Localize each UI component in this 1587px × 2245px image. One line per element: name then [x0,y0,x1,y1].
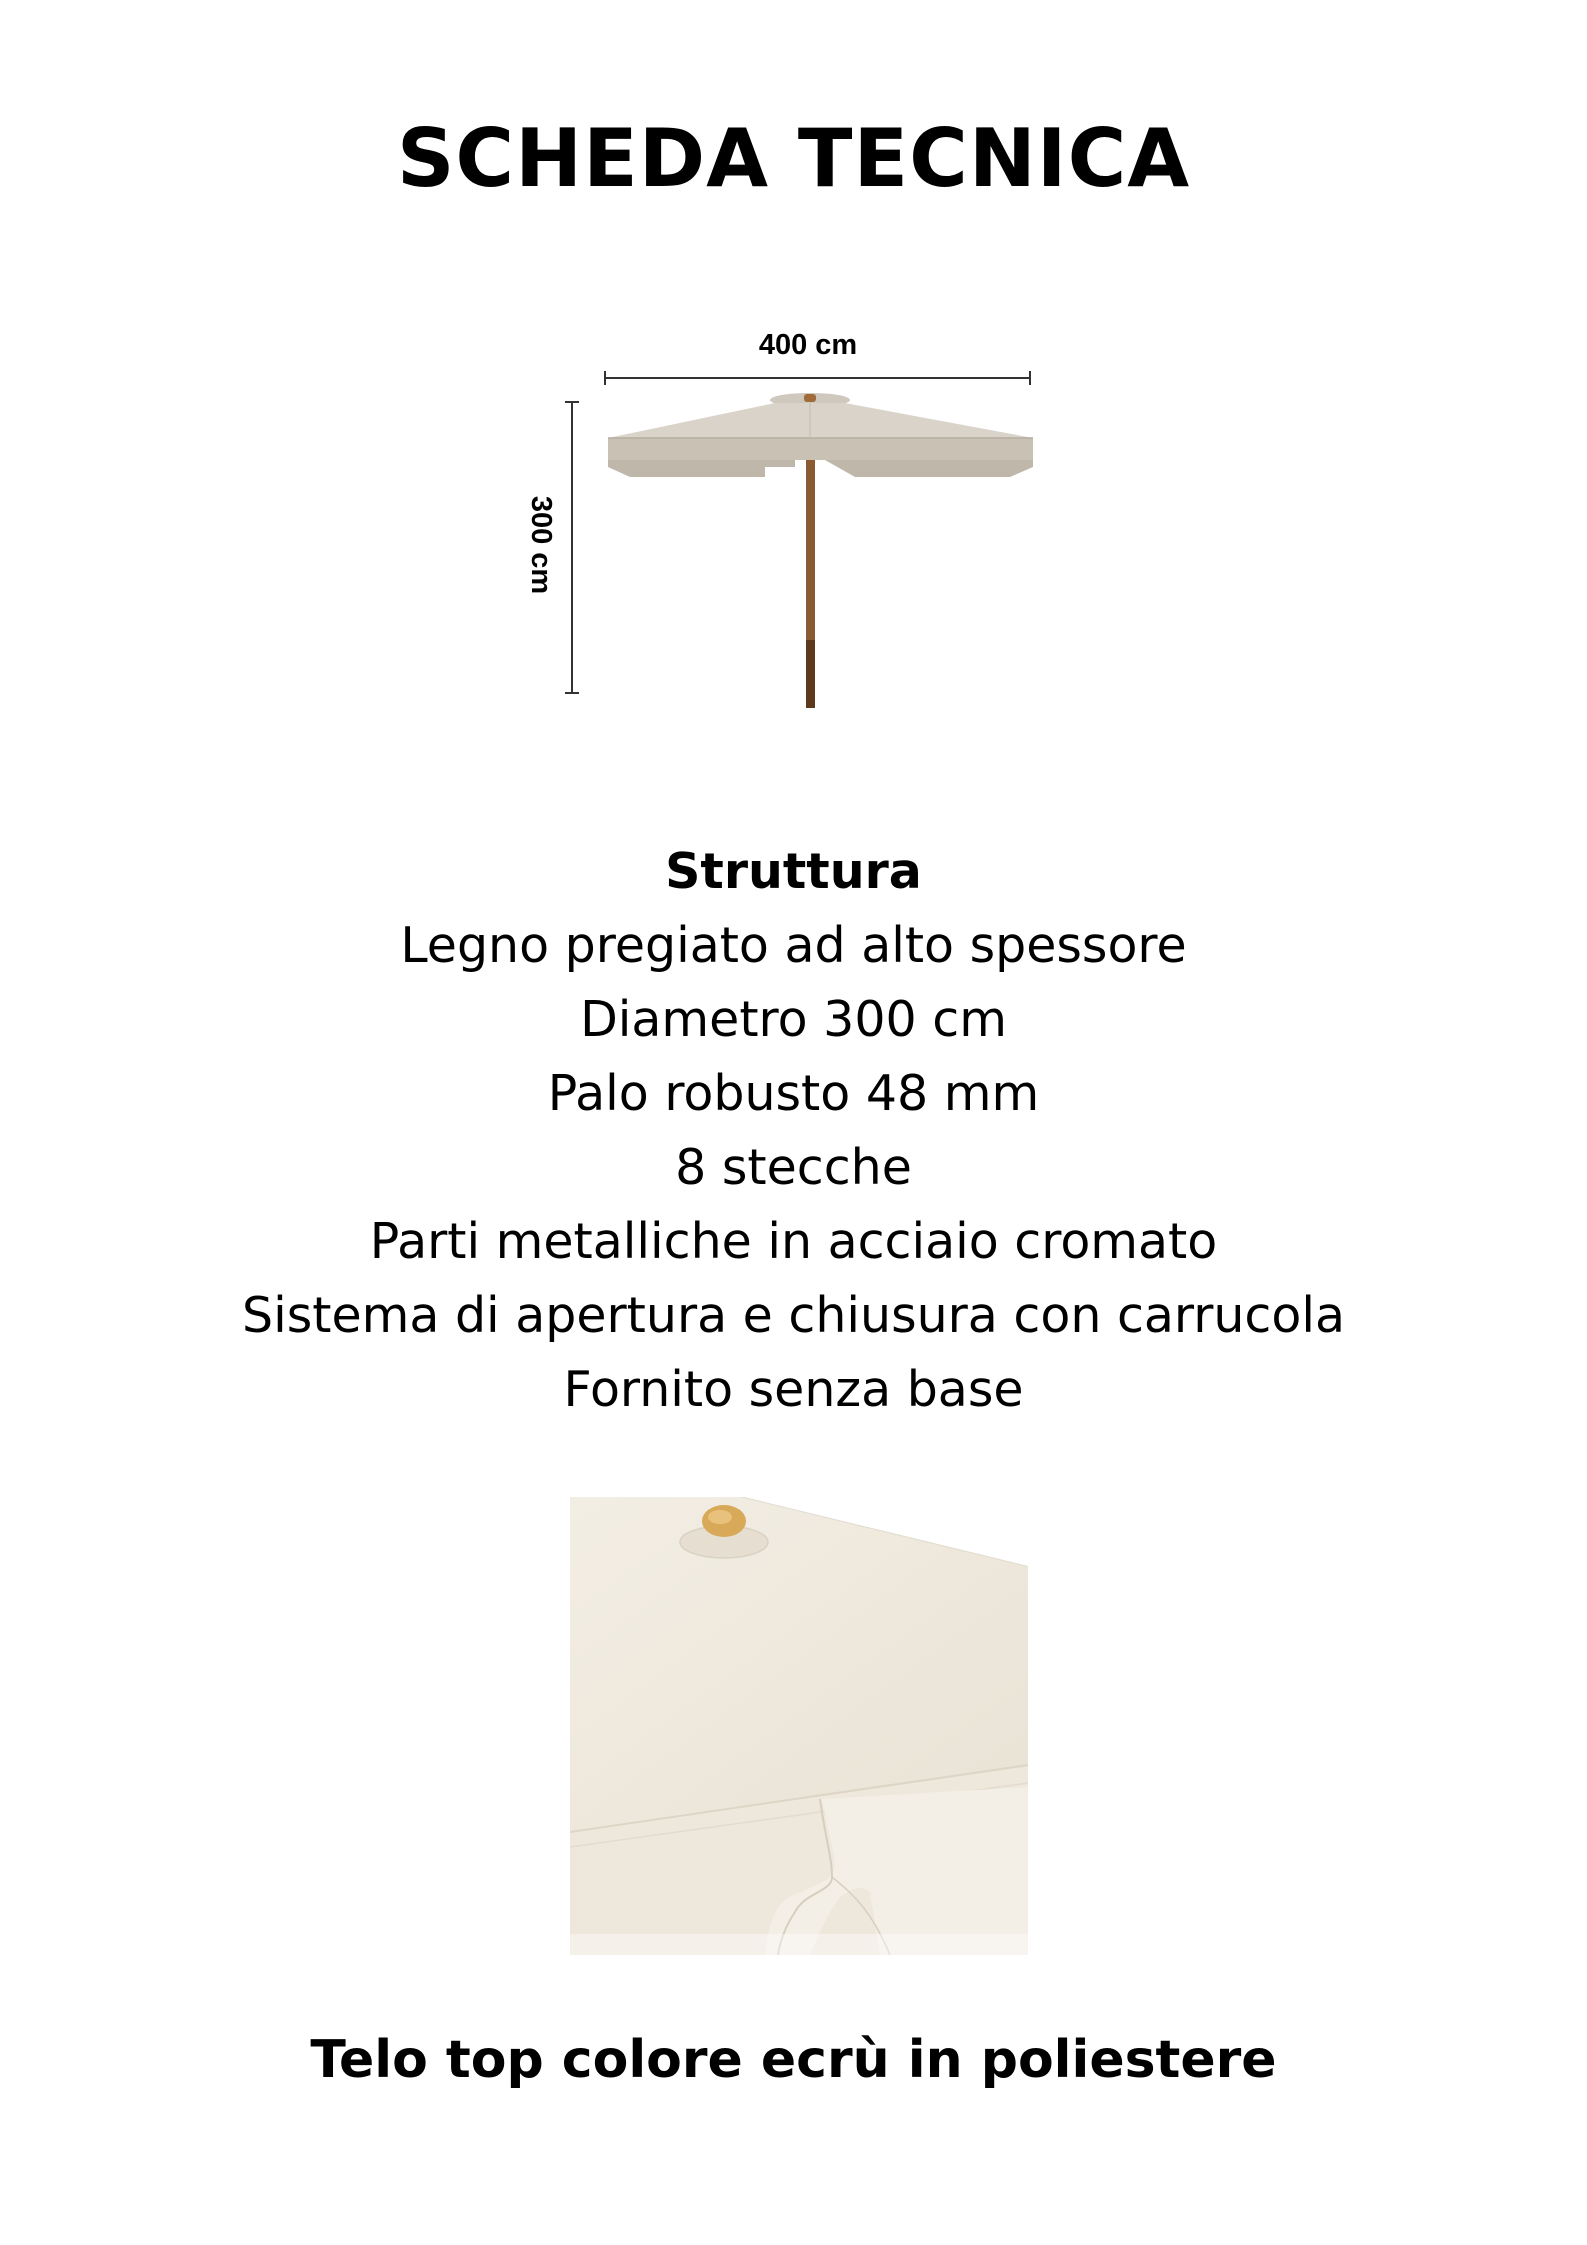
fabric-detail-photo [570,1497,1028,1955]
spec-item: Fornito senza base [563,1361,1024,1418]
fabric-caption: Telo top colore ecrù in poliestere [310,2030,1277,2090]
specs-section [0,835,1587,1427]
specs-heading: Struttura [665,843,922,900]
spec-item: Sistema di apertura e chiusura con carrucola [242,1287,1345,1344]
umbrella-diagram [490,310,1050,710]
umbrella-illustration [608,393,1033,708]
spec-item: Palo robusto 48 mm [547,1065,1040,1122]
umbrella-dimension-figure [490,310,1050,710]
spec-item: Diametro 300 cm [580,991,1007,1048]
spec-item: Legno pregiato ad alto spessore [400,917,1187,974]
width-label: 400 cm [758,329,858,361]
width-dimension-line [605,371,1030,385]
spec-item: Parti metalliche in acciaio cromato [369,1213,1218,1270]
umbrella-canopy [608,403,1033,438]
height-dimension-line [565,402,579,693]
fabric-detail-illustration [570,1497,1028,1955]
specs-list [0,909,1587,1427]
spec-item: 8 stecche [675,1139,912,1196]
page-title: SCHEDA TECNICA [396,112,1191,205]
height-label: 300 cm [525,495,557,595]
